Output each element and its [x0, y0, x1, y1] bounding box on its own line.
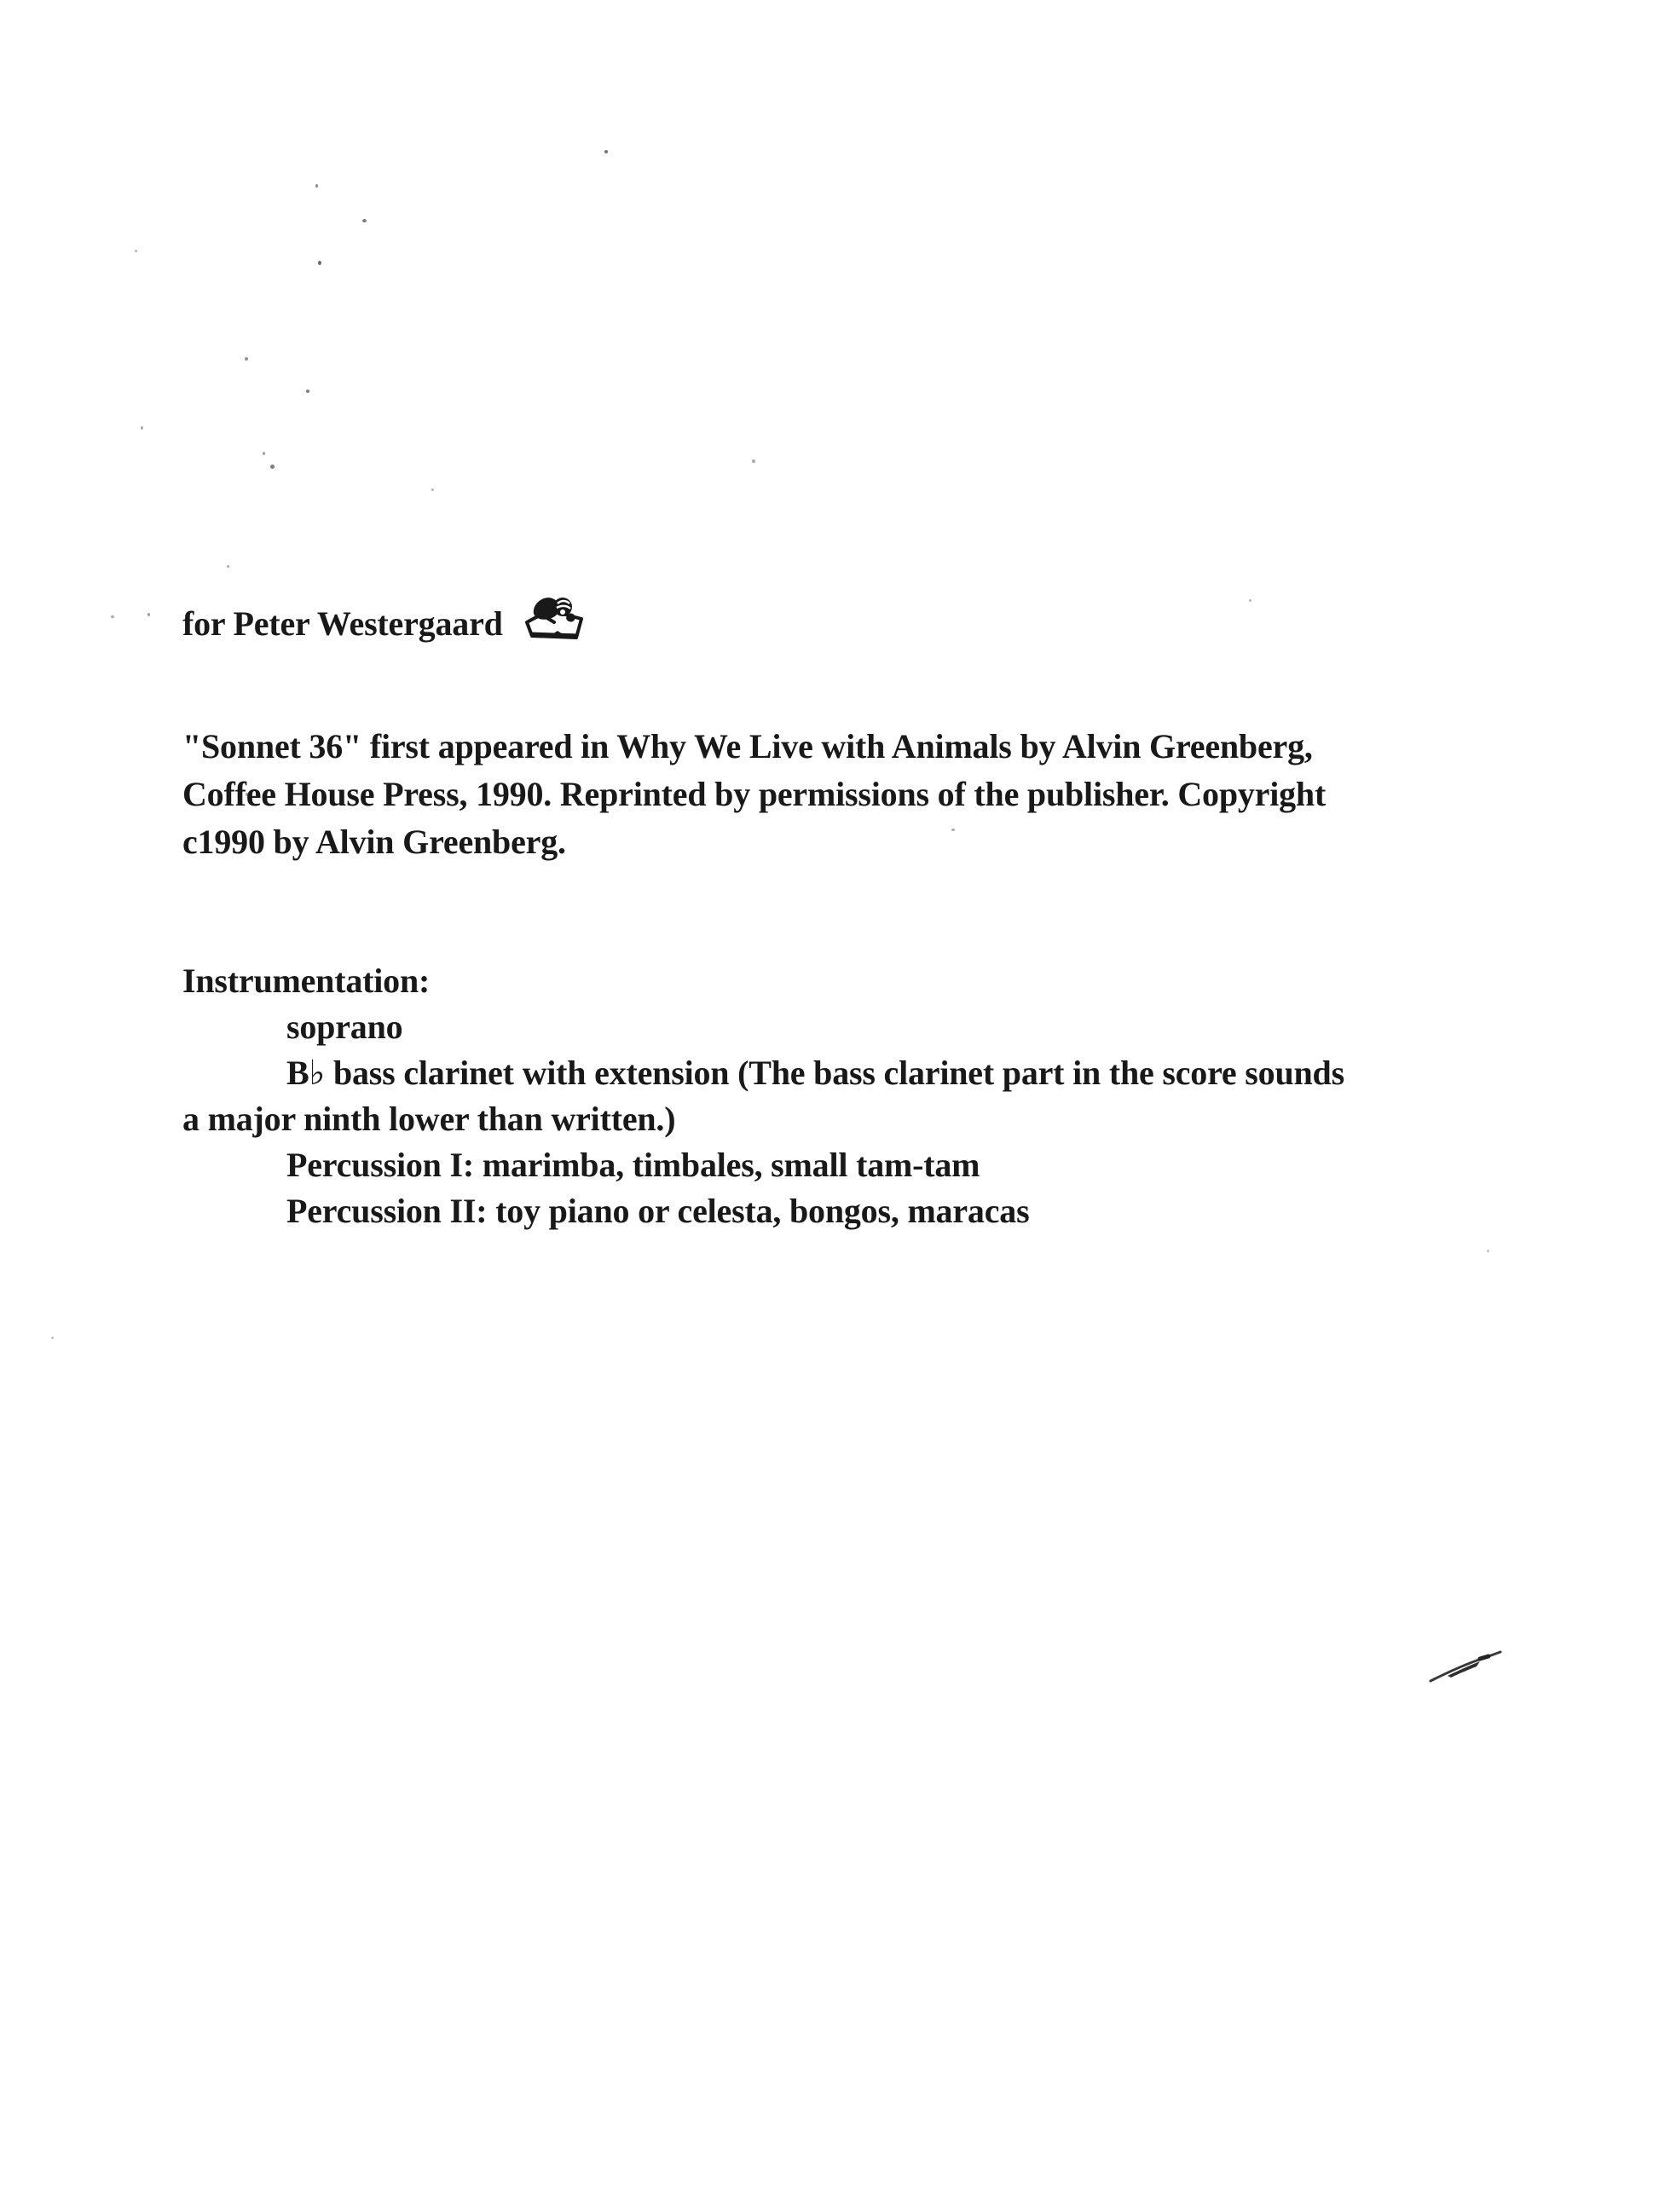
scan-speck	[1249, 599, 1251, 602]
scan-speck	[51, 1337, 54, 1339]
instrumentation-section	[182, 958, 1344, 1234]
instrumentation-line-percussion-1: Percussion I: marimba, timbales, small tam-tam	[286, 1146, 980, 1184]
scan-speck	[315, 184, 318, 188]
scan-speck	[604, 150, 608, 153]
scan-speck	[111, 615, 114, 618]
instrumentation-line-percussion-2: Percussion II: toy piano or celesta, bongos, maracas	[286, 1192, 1030, 1230]
scan-speck	[227, 565, 229, 568]
scan-speck	[431, 488, 434, 491]
instrumentation-line-bass-clarinet-cont: a major ninth lower than written.)	[182, 1100, 676, 1138]
credit-paragraph	[182, 723, 1326, 866]
dedication-text: for Peter Westergaard	[182, 604, 503, 643]
scan-speck	[270, 465, 275, 469]
instrumentation-heading: Instrumentation:	[182, 962, 431, 1000]
dedication-line	[182, 600, 587, 646]
instrumentation-line-bass-clarinet: B♭ bass clarinet with extension (The bass clarinet part in the score sounds	[286, 1054, 1344, 1092]
scan-speck	[245, 357, 248, 361]
scan-speck	[147, 613, 150, 616]
scan-speck	[263, 452, 265, 455]
scan-speck	[318, 261, 321, 265]
scan-speck	[246, 793, 249, 796]
scan-speck	[135, 250, 137, 252]
animal-on-book-icon	[520, 593, 587, 646]
scan-speck	[306, 390, 309, 393]
instrumentation-line-soprano: soprano	[286, 1008, 403, 1046]
pen-stroke-mark	[1425, 1643, 1507, 1688]
credit-line-1: "Sonnet 36" first appeared in Why We Live with Animals by Alvin Greenberg,	[182, 727, 1313, 765]
credit-line-3: c1990 by Alvin Greenberg.	[182, 823, 566, 861]
scan-speck	[362, 219, 367, 222]
scan-speck	[752, 459, 755, 463]
scan-speck	[1487, 1250, 1489, 1252]
credit-line-2: Coffee House Press, 1990. Reprinted by permissions of the publisher. Copyright	[182, 775, 1327, 813]
scan-speck	[141, 426, 143, 430]
scan-speck	[951, 829, 955, 831]
